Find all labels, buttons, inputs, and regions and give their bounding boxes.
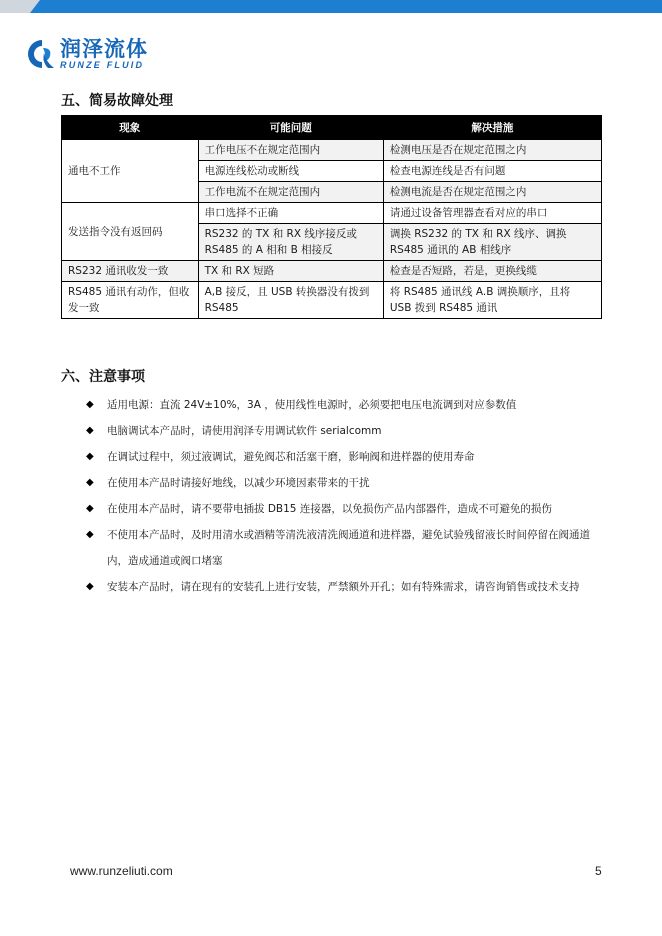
diamond-bullet-icon: ◆ xyxy=(86,529,94,540)
cause-cell: 工作电流不在规定范围内 xyxy=(198,182,383,203)
footer-website-link[interactable]: www.runzeliuti.com xyxy=(70,864,173,878)
solution-cell: 检测电流是否在规定范围之内 xyxy=(383,182,601,203)
list-item-text: 适用电源：直流 24V±10%，3A ，使用线性电源时，必须要把电压电流调到对应参数值 xyxy=(107,399,517,411)
page-number: 5 xyxy=(595,864,602,878)
symptom-cell: RS485 通讯有动作，但收发一致 xyxy=(62,282,199,319)
list-item xyxy=(86,392,606,418)
section-title-precautions: 六、注意事项 xyxy=(61,369,145,385)
diamond-bullet-icon: ◆ xyxy=(86,477,94,488)
solution-cell: 检查是否短路，若是，更换线缆 xyxy=(383,261,601,282)
cause-cell: RS232 的 TX 和 RX 线序接反或 RS485 的 A 相和 B 相接反 xyxy=(198,224,383,261)
runze-logo-icon xyxy=(26,38,56,70)
company-logo xyxy=(26,38,148,70)
cause-cell: TX 和 RX 短路 xyxy=(198,261,383,282)
diamond-bullet-icon: ◆ xyxy=(86,399,94,410)
table-row xyxy=(62,203,602,224)
solution-cell: 将 RS485 通讯线 A.B 调换顺序，且将 USB 拨到 RS485 通讯 xyxy=(383,282,601,319)
solution-cell: 检测电压是否在规定范围之内 xyxy=(383,140,601,161)
list-item-text: 安装本产品时，请在现有的安装孔上进行安装，严禁额外开孔；如有特殊需求，请咨询销售或技术支持 xyxy=(107,581,580,593)
column-header-cause: 可能问题 xyxy=(198,116,383,140)
list-item xyxy=(86,444,606,470)
precautions-list xyxy=(86,392,606,600)
list-item-text: 在调试过程中，须过液调试，避免阀芯和活塞干磨，影响阀和进样器的使用寿命 xyxy=(107,451,475,463)
solution-cell: 调换 RS232 的 TX 和 RX 线序、调换 RS485 通讯的 AB 相线序 xyxy=(383,224,601,261)
list-item xyxy=(86,574,606,600)
list-item xyxy=(86,470,606,496)
logo-english-name: RUNZE FLUID xyxy=(60,60,145,70)
top-accent-bar xyxy=(0,0,662,13)
list-item-text: 在使用本产品时请接好地线，以减少环境因素带来的干扰 xyxy=(107,477,370,489)
diamond-bullet-icon: ◆ xyxy=(86,581,94,592)
section-title-troubleshooting: 五、简易故障处理 xyxy=(61,93,173,109)
list-item-text: 电脑调试本产品时，请使用润泽专用调试软件 serialcomm xyxy=(107,425,382,437)
troubleshooting-table xyxy=(61,115,602,319)
symptom-cell: 通电不工作 xyxy=(62,140,199,203)
diamond-bullet-icon: ◆ xyxy=(86,503,94,514)
solution-cell: 请通过设备管理器查看对应的串口 xyxy=(383,203,601,224)
table-row xyxy=(62,140,602,161)
diamond-bullet-icon: ◆ xyxy=(86,425,94,436)
list-item-text: 不使用本产品时，及时用清水或酒精等清洗液清洗阀通道和进样器，避免试验残留液长时间停留在阀通道内，造成通道或阀口堵塞 xyxy=(107,529,590,567)
symptom-cell: 发送指令没有返回码 xyxy=(62,203,199,261)
cause-cell: 串口选择不正确 xyxy=(198,203,383,224)
list-item xyxy=(86,522,606,574)
table-row xyxy=(62,261,602,282)
column-header-symptom: 现象 xyxy=(62,116,199,140)
cause-cell: 电源连线松动或断线 xyxy=(198,161,383,182)
symptom-cell: RS232 通讯收发一致 xyxy=(62,261,199,282)
table-row xyxy=(62,282,602,319)
cause-cell: A,B 接反，且 USB 转换器没有拨到 RS485 xyxy=(198,282,383,319)
table-header-row xyxy=(62,116,602,140)
list-item xyxy=(86,418,606,444)
diamond-bullet-icon: ◆ xyxy=(86,451,94,462)
list-item xyxy=(86,496,606,522)
solution-cell: 检查电源连线是否有问题 xyxy=(383,161,601,182)
cause-cell: 工作电压不在规定范围内 xyxy=(198,140,383,161)
column-header-solution: 解决措施 xyxy=(383,116,601,140)
list-item-text: 在使用本产品时，请不要带电插拔 DB15 连接器，以免损伤产品内部器件，造成不可避免的损伤 xyxy=(107,503,552,515)
logo-chinese-name: 润泽流体 xyxy=(60,37,148,61)
